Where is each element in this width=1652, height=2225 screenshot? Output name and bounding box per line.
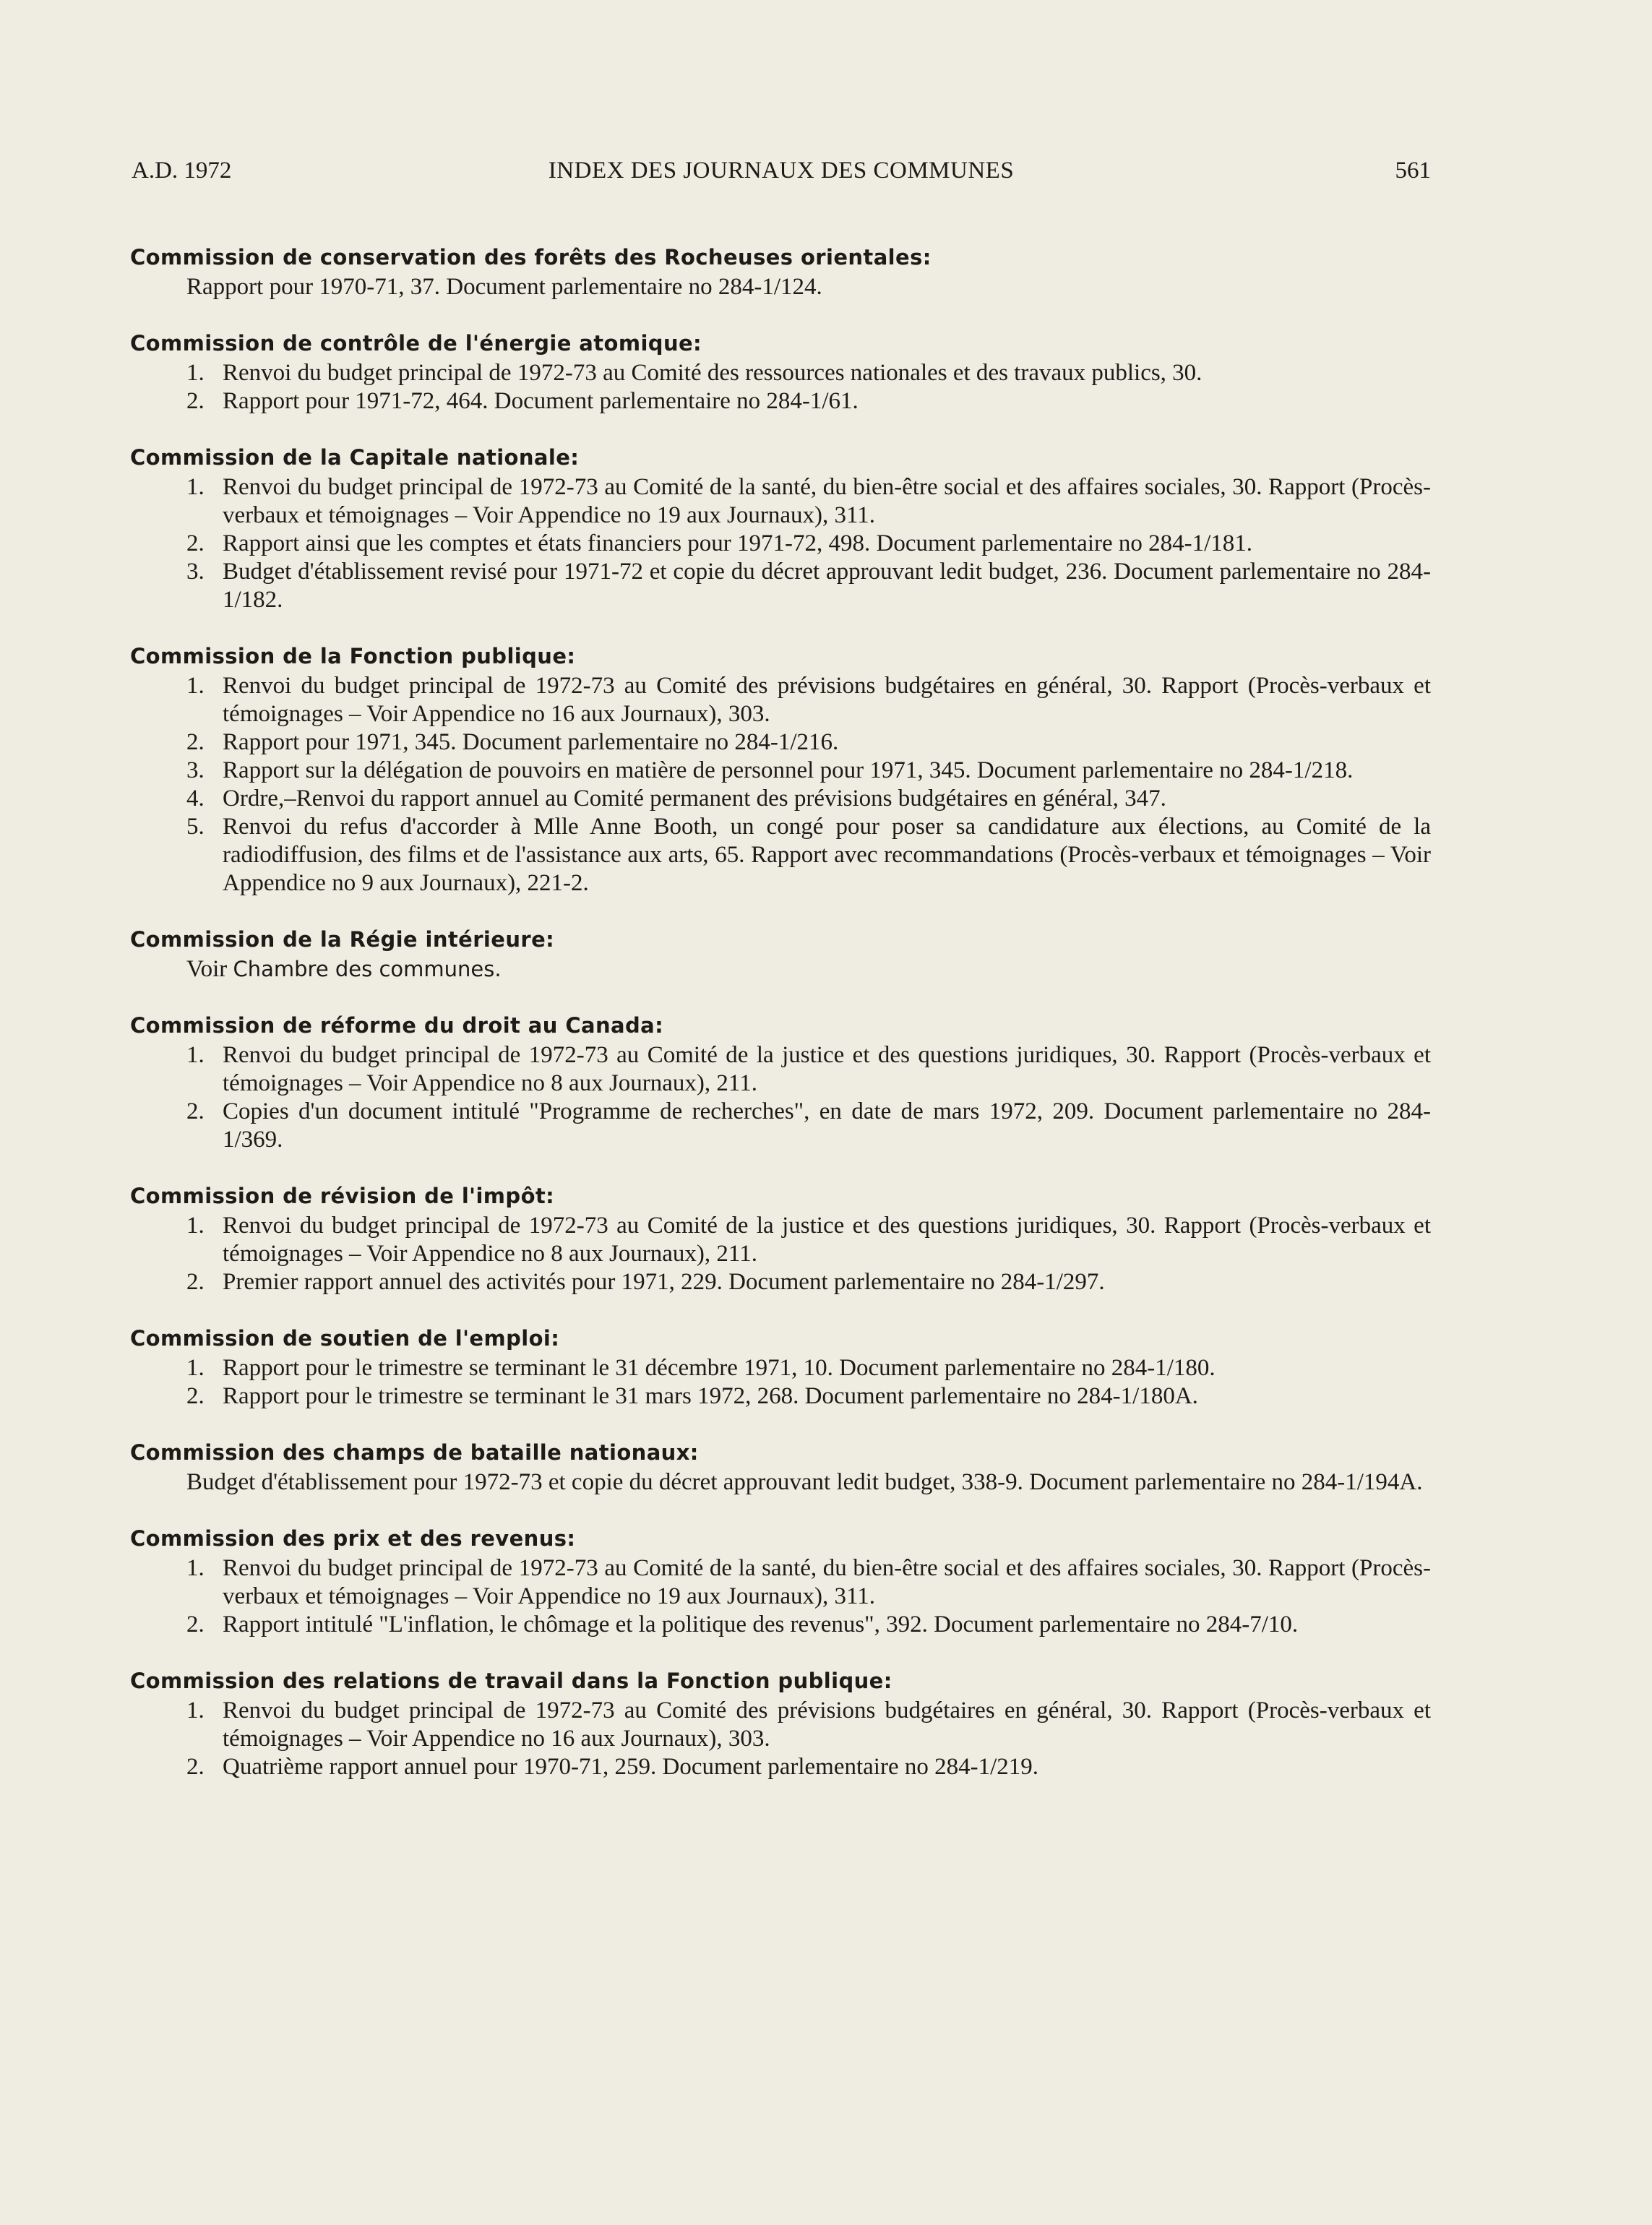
header-year: A.D. 1972 (132, 158, 232, 184)
entry-heading: Commission des champs de bataille nationaux: (130, 1440, 699, 1465)
item-text: Renvoi du budget principal de 1972-73 au Comité de la justice et des questions juridiques, 30. Rapport (Procès-verbaux et témoignages – Voir Appendice no 8 aux Journaux), 211. (223, 1042, 1431, 1096)
page-number: 561 (1395, 158, 1431, 184)
item-number: 2. (186, 1383, 205, 1409)
item-number: 2. (186, 1611, 205, 1637)
item-text: Renvoi du refus d'accorder à Mlle Anne Booth, un congé pour poser sa candidature aux élections, au Comité de la radiodiffusion, des films et de l'assistance aux arts, 65. Rapport avec recommandations (Procès-verbaux et témoignages – Voir Appendice no 9 aux Journaux), 221-2. (223, 814, 1431, 896)
item-number: 1. (186, 474, 205, 500)
item-number: 1. (186, 1213, 205, 1239)
entry-item (130, 813, 1431, 898)
index-content (130, 243, 1431, 1809)
entry-item (130, 530, 1431, 558)
item-text: Renvoi du budget principal de 1972-73 au Comité de la santé, du bien-être social et des affaires sociales, 30. Rapport (Procès-verbaux et témoignages – Voir Appendice no 19 aux Journaux), 311. (223, 1555, 1431, 1609)
item-number: 1. (186, 673, 205, 699)
see-reference: Chambre des communes. (233, 957, 502, 981)
item-text: Rapport intitulé "L'inflation, le chômage et la politique des revenus", 392. Document parlementaire no 284-7/10. (223, 1611, 1299, 1637)
item-text: Premier rapport annuel des activités pour 1971, 229. Document parlementaire no 284-1/297. (223, 1269, 1105, 1295)
item-number: 1. (186, 1042, 205, 1068)
entry-heading: Commission de la Régie intérieure: (130, 927, 555, 952)
cross-reference (130, 955, 1431, 984)
item-number: 2. (186, 1754, 205, 1780)
item-text: Rapport pour 1971-72, 464. Document parlementaire no 284-1/61. (223, 388, 859, 414)
index-entry (130, 1182, 1431, 1296)
entry-heading: Commission de réforme du droit au Canada: (130, 1013, 664, 1038)
entry-item (130, 672, 1431, 728)
item-number: 1. (186, 1555, 205, 1581)
entry-heading: Commission de soutien de l'emploi: (130, 1326, 560, 1351)
item-text: Ordre,–Renvoi du rapport annuel au Comité permanent des prévisions budgétaires en général, 347. (223, 786, 1166, 812)
item-text: Quatrième rapport annuel pour 1970-71, 259. Document parlementaire no 284-1/219. (223, 1754, 1039, 1780)
item-number: 3. (186, 757, 205, 783)
index-entry (130, 1524, 1431, 1639)
item-number: 3. (186, 559, 205, 585)
index-entry (130, 1666, 1431, 1781)
entry-item (130, 1098, 1431, 1154)
entry-item (130, 1554, 1431, 1611)
index-entry (130, 642, 1431, 898)
entry-heading: Commission des relations de travail dans la Fonction publique: (130, 1669, 892, 1693)
entry-item (130, 1041, 1431, 1098)
item-text: Rapport ainsi que les comptes et états financiers pour 1971-72, 498. Document parlementaire no 284-1/181. (223, 530, 1253, 556)
index-entry (130, 243, 1431, 301)
entry-item (130, 359, 1431, 387)
entry-item (130, 1382, 1431, 1411)
index-entry (130, 329, 1431, 416)
header-title: INDEX DES JOURNAUX DES COMMUNES (548, 158, 1015, 184)
entry-item (130, 1268, 1431, 1296)
entry-item (130, 757, 1431, 785)
index-entry (130, 1438, 1431, 1497)
item-number: 2. (186, 1269, 205, 1295)
entry-heading: Commission de la Capitale nationale: (130, 445, 580, 470)
item-text: Copies d'un document intitulé "Programme de recherches", en date de mars 1972, 209. Document parlementaire no 284-1/369. (223, 1098, 1431, 1153)
entry-item (130, 1611, 1431, 1639)
item-number: 1. (186, 1355, 205, 1381)
entry-item (130, 728, 1431, 757)
item-number: 2. (186, 1098, 205, 1124)
item-number: 2. (186, 388, 205, 414)
entry-text: Budget d'établissement pour 1972-73 et copie du décret approuvant ledit budget, 338-9. Document parlementaire no 284-1/194A. (186, 1469, 1423, 1495)
item-number: 4. (186, 786, 205, 812)
entry-item (130, 1697, 1431, 1753)
item-number: 5. (186, 814, 205, 840)
item-text: Budget d'établissement revisé pour 1971-72 et copie du décret approuvant ledit budget, 236. Document parlementaire no 284-1/182. (223, 559, 1431, 613)
item-text: Renvoi du budget principal de 1972-73 au Comité des ressources nationales et des travaux publics, 30. (223, 360, 1203, 386)
item-number: 2. (186, 729, 205, 755)
entry-item (130, 1753, 1431, 1781)
item-text: Renvoi du budget principal de 1972-73 au Comité de la justice et des questions juridiques, 30. Rapport (Procès-verbaux et témoignages – Voir Appendice no 8 aux Journaux), 211. (223, 1213, 1431, 1267)
entry-item (130, 785, 1431, 813)
item-number: 1. (186, 360, 205, 386)
see-prefix: Voir (186, 956, 228, 982)
index-entry (130, 443, 1431, 614)
entry-heading: Commission de la Fonction publique: (130, 644, 576, 668)
entry-heading: Commission de révision de l'impôt: (130, 1184, 555, 1208)
entry-heading: Commission de conservation des forêts des Rocheuses orientales: (130, 245, 932, 270)
entry-item (130, 558, 1431, 614)
index-entry (130, 1324, 1431, 1411)
entry-heading: Commission de contrôle de l'énergie atomique: (130, 331, 702, 356)
item-text: Rapport pour le trimestre se terminant le 31 mars 1972, 268. Document parlementaire no 284-1/180A. (223, 1383, 1198, 1409)
entry-item (130, 473, 1431, 530)
item-text: Renvoi du budget principal de 1972-73 au Comité de la santé, du bien-être social et des affaires sociales, 30. Rapport (Procès-verbaux et témoignages – Voir Appendice no 19 aux Journaux), 311. (223, 474, 1431, 528)
item-number: 1. (186, 1697, 205, 1723)
item-text: Rapport pour 1971, 345. Document parlementaire no 284-1/216. (223, 729, 839, 755)
item-number: 2. (186, 530, 205, 556)
entry-item (130, 1354, 1431, 1382)
item-text: Rapport sur la délégation de pouvoirs en matière de personnel pour 1971, 345. Document parlementaire no 284-1/218. (223, 757, 1354, 783)
page-header (132, 158, 1431, 194)
index-entry (130, 1011, 1431, 1154)
entry-item (130, 1212, 1431, 1268)
entry-item (130, 387, 1431, 416)
item-text: Renvoi du budget principal de 1972-73 au Comité des prévisions budgétaires en général, 30. Rapport (Procès-verbaux et témoignages – Voir Appendice no 16 aux Journaux), 303. (223, 1697, 1431, 1752)
entry-text: Rapport pour 1970-71, 37. Document parlementaire no 284-1/124. (186, 274, 822, 300)
item-text: Rapport pour le trimestre se terminant le 31 décembre 1971, 10. Document parlementaire no 284-1/180. (223, 1355, 1216, 1381)
index-entry (130, 925, 1431, 984)
item-text: Renvoi du budget principal de 1972-73 au Comité des prévisions budgétaires en général, 30. Rapport (Procès-verbaux et témoignages – Voir Appendice no 16 aux Journaux), 303. (223, 673, 1431, 727)
entry-heading: Commission des prix et des revenus: (130, 1526, 576, 1551)
